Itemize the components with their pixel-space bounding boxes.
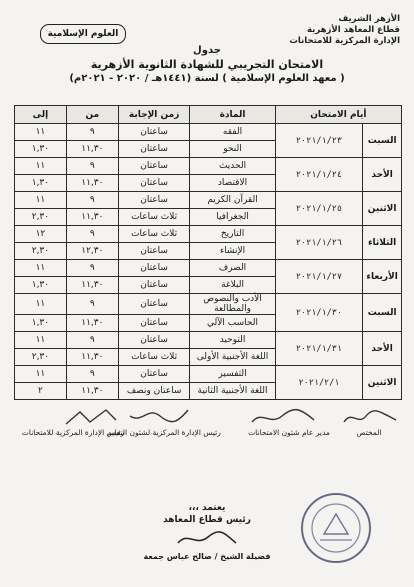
signature-scribble-1: [340, 408, 400, 428]
cell-duration: ساعتان: [118, 315, 190, 332]
cell-duration: ساعتان: [118, 243, 190, 260]
cell-date: ٢٠٢١/١/٣١: [275, 332, 363, 366]
cell-duration: ساعتان: [118, 366, 190, 383]
table-row: [15, 366, 402, 383]
cell-day: السبت: [363, 124, 402, 158]
approval-line-1: يعتمد ،،،: [188, 503, 226, 513]
signature-specialist: المختص: [356, 428, 382, 437]
cell-from: ٩: [66, 124, 118, 141]
cell-from: ١١,٣٠: [66, 175, 118, 192]
cell-from: ٩: [66, 294, 118, 315]
cell-duration: ساعتان: [118, 192, 190, 209]
cell-from: ٩: [66, 332, 118, 349]
cell-day: الثلاثاء: [363, 226, 402, 260]
cell-to: ١,٣٠: [15, 141, 67, 158]
cell-duration: ثلاث ساعات: [118, 349, 190, 366]
cell-date: ٢٠٢١/١/٢٧: [275, 260, 363, 294]
cell-to: ٢,٣٠: [15, 209, 67, 226]
cell-duration: ساعتان: [118, 124, 190, 141]
header-from: من: [66, 106, 118, 124]
cell-subject: الحديث: [190, 158, 275, 175]
cell-to: ١١: [15, 294, 67, 315]
cell-date: ٢٠٢١/١/٢٣: [275, 124, 363, 158]
cell-subject: الصرف: [190, 260, 275, 277]
cell-from: ١١,٣٠: [66, 315, 118, 332]
cell-subject: الإنشاء: [190, 243, 275, 260]
cell-to: ٢,٣٠: [15, 243, 67, 260]
table-row: [15, 226, 402, 243]
signature-education-head: رئيس الإدارة المركزية لشئون التعليم: [107, 428, 221, 437]
cell-day: الأحد: [363, 158, 402, 192]
cell-from: ٩: [66, 158, 118, 175]
document-heading: [0, 44, 414, 86]
cell-subject: القرآن الكريم: [190, 192, 275, 209]
cell-to: ١١: [15, 332, 67, 349]
letterhead-line-2: قطاع المعاهد الأزهرية: [306, 25, 400, 35]
cell-date: ٢٠٢١/١/٢٦: [275, 226, 363, 260]
cell-subject: النحو: [190, 141, 275, 158]
cell-duration: ساعتان: [118, 141, 190, 158]
cell-subject: الأدب والنصوص والمطالعة: [190, 294, 275, 315]
signature-exams-director: مدير عام شئون الامتحانات: [248, 428, 330, 437]
heading-line-1: جدول: [193, 45, 221, 56]
header-days: أيام الامتحان: [275, 106, 401, 124]
table-row: [15, 260, 402, 277]
cell-to: ١٢: [15, 226, 67, 243]
cell-date: ٢٠٢١/٢/١: [275, 366, 363, 400]
cell-to: ١١: [15, 366, 67, 383]
cell-subject: التوحيد: [190, 332, 275, 349]
cell-day: الاثنين: [363, 192, 402, 226]
cell-day: الاثنين: [363, 366, 402, 400]
cell-to: ١١: [15, 158, 67, 175]
signature-scribble-3: [124, 404, 194, 426]
heading-line-2: الامتحان التجريبي للشهادة الثانوية الأزهرية: [90, 58, 324, 71]
exam-schedule-table: [14, 105, 402, 400]
approval-signature: [172, 529, 242, 549]
table-row: [15, 124, 402, 141]
table-row: [15, 294, 402, 315]
cell-duration: ثلاث ساعات: [118, 209, 190, 226]
signature-scribble-4: [60, 406, 120, 428]
cell-from: ١١,٣٠: [66, 383, 118, 400]
cell-to: ١١: [15, 124, 67, 141]
letterhead-line-3: الإدارة المركزية للامتحانات: [289, 36, 400, 46]
table-row: [15, 332, 402, 349]
cell-subject: الاقتصاد: [190, 175, 275, 192]
cell-to: ٢,٣٠: [15, 349, 67, 366]
cell-date: ٢٠٢١/١/٢٤: [275, 158, 363, 192]
cell-from: ٩: [66, 260, 118, 277]
table-header-row: [15, 106, 402, 124]
table-row: [15, 158, 402, 175]
cell-subject: التاريخ: [190, 226, 275, 243]
cell-day: الأربعاء: [363, 260, 402, 294]
cell-date: ٢٠٢١/١/٢٥: [275, 192, 363, 226]
cell-from: ١١,٣٠: [66, 141, 118, 158]
cell-duration: ثلاث ساعات: [118, 226, 190, 243]
cell-duration: ساعتان: [118, 175, 190, 192]
cell-subject: اللغة الأجنبية الثانية: [190, 383, 275, 400]
approval-line-2: رئيس قطاع المعاهد: [163, 515, 251, 525]
cell-duration: ساعتان: [118, 294, 190, 315]
header-duration: زمن الإجابة: [118, 106, 190, 124]
cell-duration: ساعتان: [118, 260, 190, 277]
cell-to: ١١: [15, 192, 67, 209]
cell-from: ١١,٣٠: [66, 277, 118, 294]
department-label: العلوم الإسلامية: [40, 24, 126, 44]
cell-to: ١,٣٠: [15, 315, 67, 332]
signature-exams-head: رئيس الإدارة المركزية للامتحانات: [21, 428, 125, 437]
cell-to: ١١: [15, 260, 67, 277]
cell-from: ٩: [66, 192, 118, 209]
schedule-body: [15, 124, 402, 400]
cell-from: ١٢,٣٠: [66, 243, 118, 260]
header-subject: المادة: [190, 106, 275, 124]
cell-from: ٩: [66, 366, 118, 383]
cell-duration: ساعتان: [118, 277, 190, 294]
cell-day: الأحد: [363, 332, 402, 366]
signature-scribble-2: [248, 406, 318, 428]
header-to: إلى: [15, 106, 67, 124]
cell-from: ١١,٣٠: [66, 349, 118, 366]
cell-to: ١,٣٠: [15, 277, 67, 294]
cell-from: ١١,٣٠: [66, 209, 118, 226]
cell-duration: ساعتان: [118, 332, 190, 349]
cell-duration: ساعتان: [118, 158, 190, 175]
approval-line-3: فضيلة الشيخ / صالح عباس جمعة: [143, 552, 271, 561]
cell-subject: الجغرافيا: [190, 209, 275, 226]
cell-to: ١,٣٠: [15, 175, 67, 192]
letterhead-line-1: الأزهر الشريف: [338, 14, 400, 24]
cell-duration: ساعتان ونصف: [118, 383, 190, 400]
cell-date: ٢٠٢١/١/٣٠: [275, 294, 363, 332]
cell-subject: التفسير: [190, 366, 275, 383]
cell-from: ٩: [66, 226, 118, 243]
approval-block: [0, 502, 414, 563]
cell-subject: اللغة الأجنبية الأولى: [190, 349, 275, 366]
cell-subject: الحاسب الآلي: [190, 315, 275, 332]
table-row: [15, 192, 402, 209]
cell-day: السبت: [363, 294, 402, 332]
cell-to: ٢: [15, 383, 67, 400]
cell-subject: البلاغة: [190, 277, 275, 294]
cell-subject: الفقه: [190, 124, 275, 141]
heading-line-3: ( معهد العلوم الإسلامية ) لسنة (١٤٤١هـ / ٢٠٢٠ - ٢٠٢١م): [69, 73, 345, 84]
letterhead: [250, 14, 400, 47]
